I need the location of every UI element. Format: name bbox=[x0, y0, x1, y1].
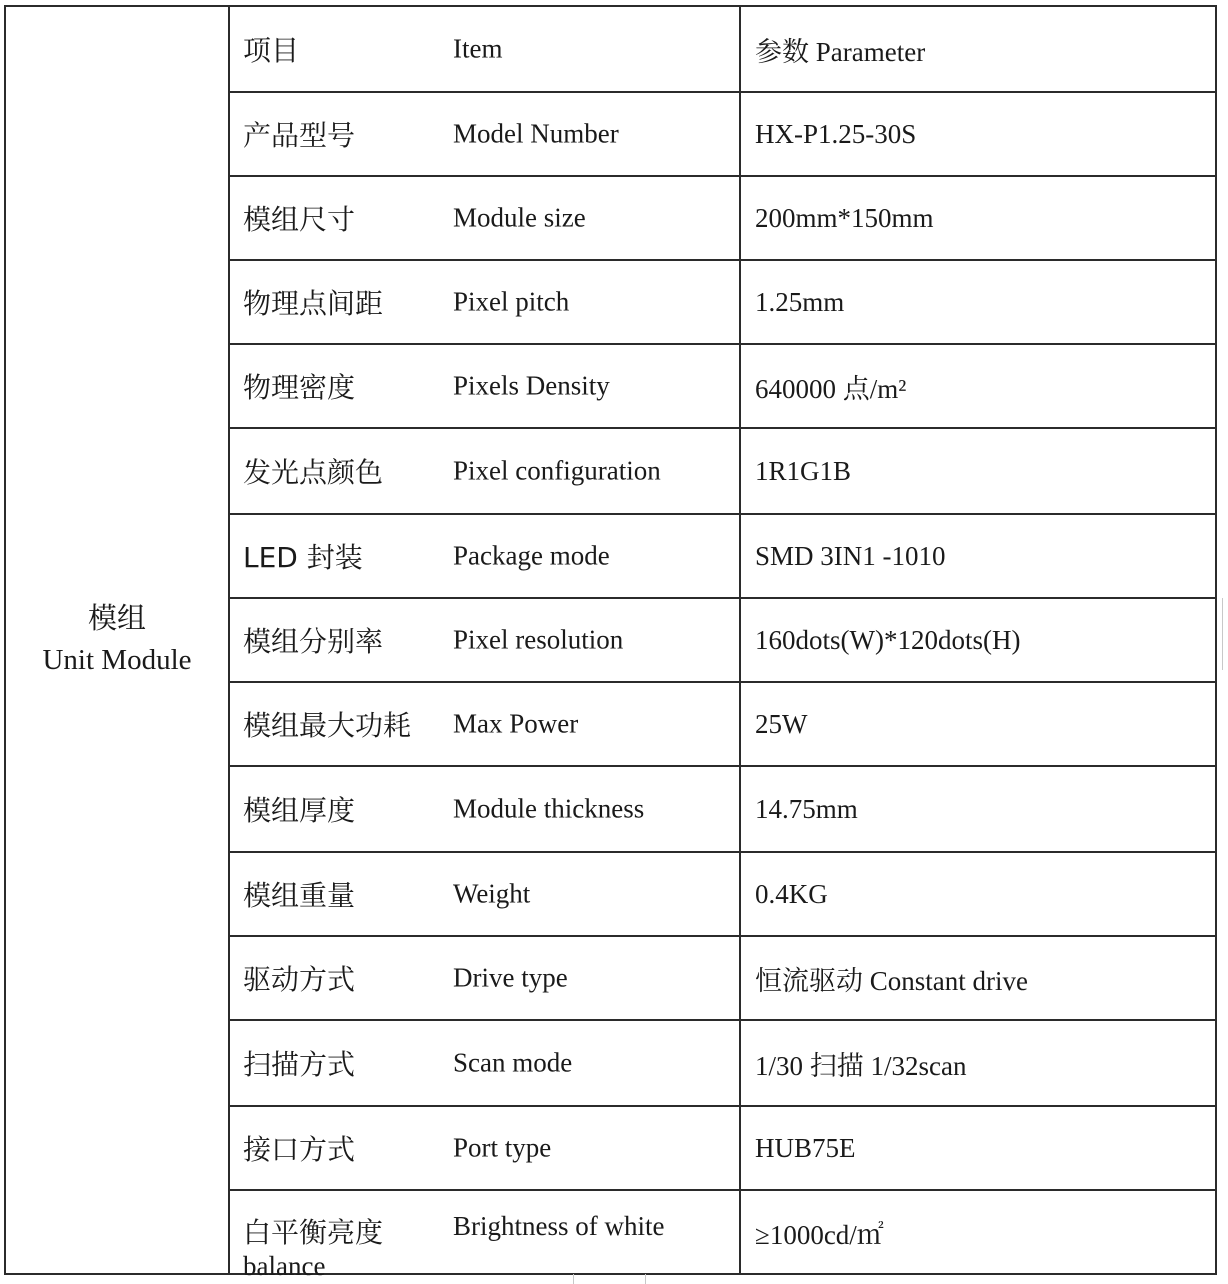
item-label-cn: LED 封装 bbox=[243, 541, 363, 574]
item-label-en: Scan mode bbox=[453, 1047, 573, 1078]
item-cell bbox=[229, 92, 740, 176]
parameter-value: 1.25mm bbox=[740, 260, 1216, 344]
parameter-value: 恒流驱动 Constant drive bbox=[740, 936, 1216, 1020]
item-cell bbox=[229, 852, 740, 936]
parameter-value: 14.75mm bbox=[740, 766, 1216, 852]
item-cell bbox=[229, 1190, 740, 1281]
item-label-en: Module thickness bbox=[453, 793, 645, 824]
item-cell bbox=[229, 1106, 740, 1190]
item-label-cn: 接口方式 bbox=[243, 1133, 356, 1166]
item-cell bbox=[229, 936, 740, 1020]
item-cell bbox=[229, 176, 740, 260]
item-label-cn: 模组分别率 bbox=[243, 625, 384, 658]
item-cell bbox=[229, 428, 740, 514]
item-cell bbox=[229, 598, 740, 682]
parameter-value: HUB75E bbox=[740, 1106, 1216, 1190]
item-label-en: Package mode bbox=[453, 540, 610, 571]
module-cell bbox=[5, 6, 229, 1274]
item-cell bbox=[229, 514, 740, 598]
item-label-en: Max Power bbox=[453, 708, 579, 739]
parameter-value: HX-P1.25-30S bbox=[740, 92, 1216, 176]
parameter-value: 640000 点/m² bbox=[740, 344, 1216, 428]
item-label-en: Pixels Density bbox=[453, 370, 610, 401]
divider bbox=[573, 1274, 574, 1284]
header-item-cell bbox=[229, 6, 740, 92]
item-label-en: Brightness of white bbox=[453, 1211, 665, 1241]
spec-table bbox=[4, 5, 1217, 1281]
module-label-cn: 模组 bbox=[87, 603, 146, 635]
item-cell bbox=[229, 1020, 740, 1106]
item-label-cn: 物理点间距 bbox=[243, 287, 384, 320]
header-item-en: Item bbox=[453, 33, 503, 64]
item-cell bbox=[229, 682, 740, 766]
item-label-cn: 扫描方式 bbox=[243, 1048, 356, 1081]
item-label-en: Drive type bbox=[453, 962, 568, 993]
item-label-cn: 产品型号 bbox=[243, 119, 356, 152]
item-label-cn: 模组厚度 bbox=[243, 794, 356, 827]
item-label-cn-line2: balance bbox=[243, 1251, 326, 1281]
item-cell bbox=[229, 260, 740, 344]
item-cell bbox=[229, 344, 740, 428]
parameter-value: 0.4KG bbox=[740, 852, 1216, 936]
divider bbox=[1222, 598, 1223, 670]
item-label-cn: 物理密度 bbox=[243, 371, 356, 404]
item-label-en: Module size bbox=[453, 202, 586, 233]
item-label-cn: 白平衡亮度 bbox=[243, 1216, 384, 1249]
parameter-value: 1/30 扫描 1/32scan bbox=[740, 1020, 1216, 1106]
parameter-value: 200mm*150mm bbox=[740, 176, 1216, 260]
item-label-en: Weight bbox=[453, 878, 531, 909]
parameter-value: SMD 3IN1 -1010 bbox=[740, 514, 1216, 598]
header-parameter: 参数 Parameter bbox=[740, 6, 1216, 92]
parameter-value: 1R1G1B bbox=[740, 428, 1216, 514]
parameter-value: 25W bbox=[740, 682, 1216, 766]
parameter-value: ≥1000cd/㎡ bbox=[740, 1190, 1216, 1274]
item-label-cn: 发光点颜色 bbox=[243, 456, 384, 489]
item-label-cn: 驱动方式 bbox=[243, 963, 356, 996]
table-header-row bbox=[5, 6, 1216, 92]
divider bbox=[645, 1274, 646, 1284]
item-cell bbox=[229, 766, 740, 852]
parameter-value: 160dots(W)*120dots(H) bbox=[740, 598, 1216, 682]
item-label-en: Model Number bbox=[453, 118, 619, 149]
header-item-cn: 项目 bbox=[243, 34, 300, 67]
item-label-en: Pixel pitch bbox=[453, 286, 570, 317]
item-label-en: Port type bbox=[453, 1132, 552, 1163]
module-label-en: Unit Module bbox=[42, 644, 192, 676]
item-label-cn: 模组最大功耗 bbox=[243, 709, 412, 742]
item-label-cn: 模组重量 bbox=[243, 879, 356, 912]
item-label-en: Pixel resolution bbox=[453, 624, 624, 655]
item-label-cn: 模组尺寸 bbox=[243, 203, 356, 236]
item-label-en: Pixel configuration bbox=[453, 455, 661, 486]
